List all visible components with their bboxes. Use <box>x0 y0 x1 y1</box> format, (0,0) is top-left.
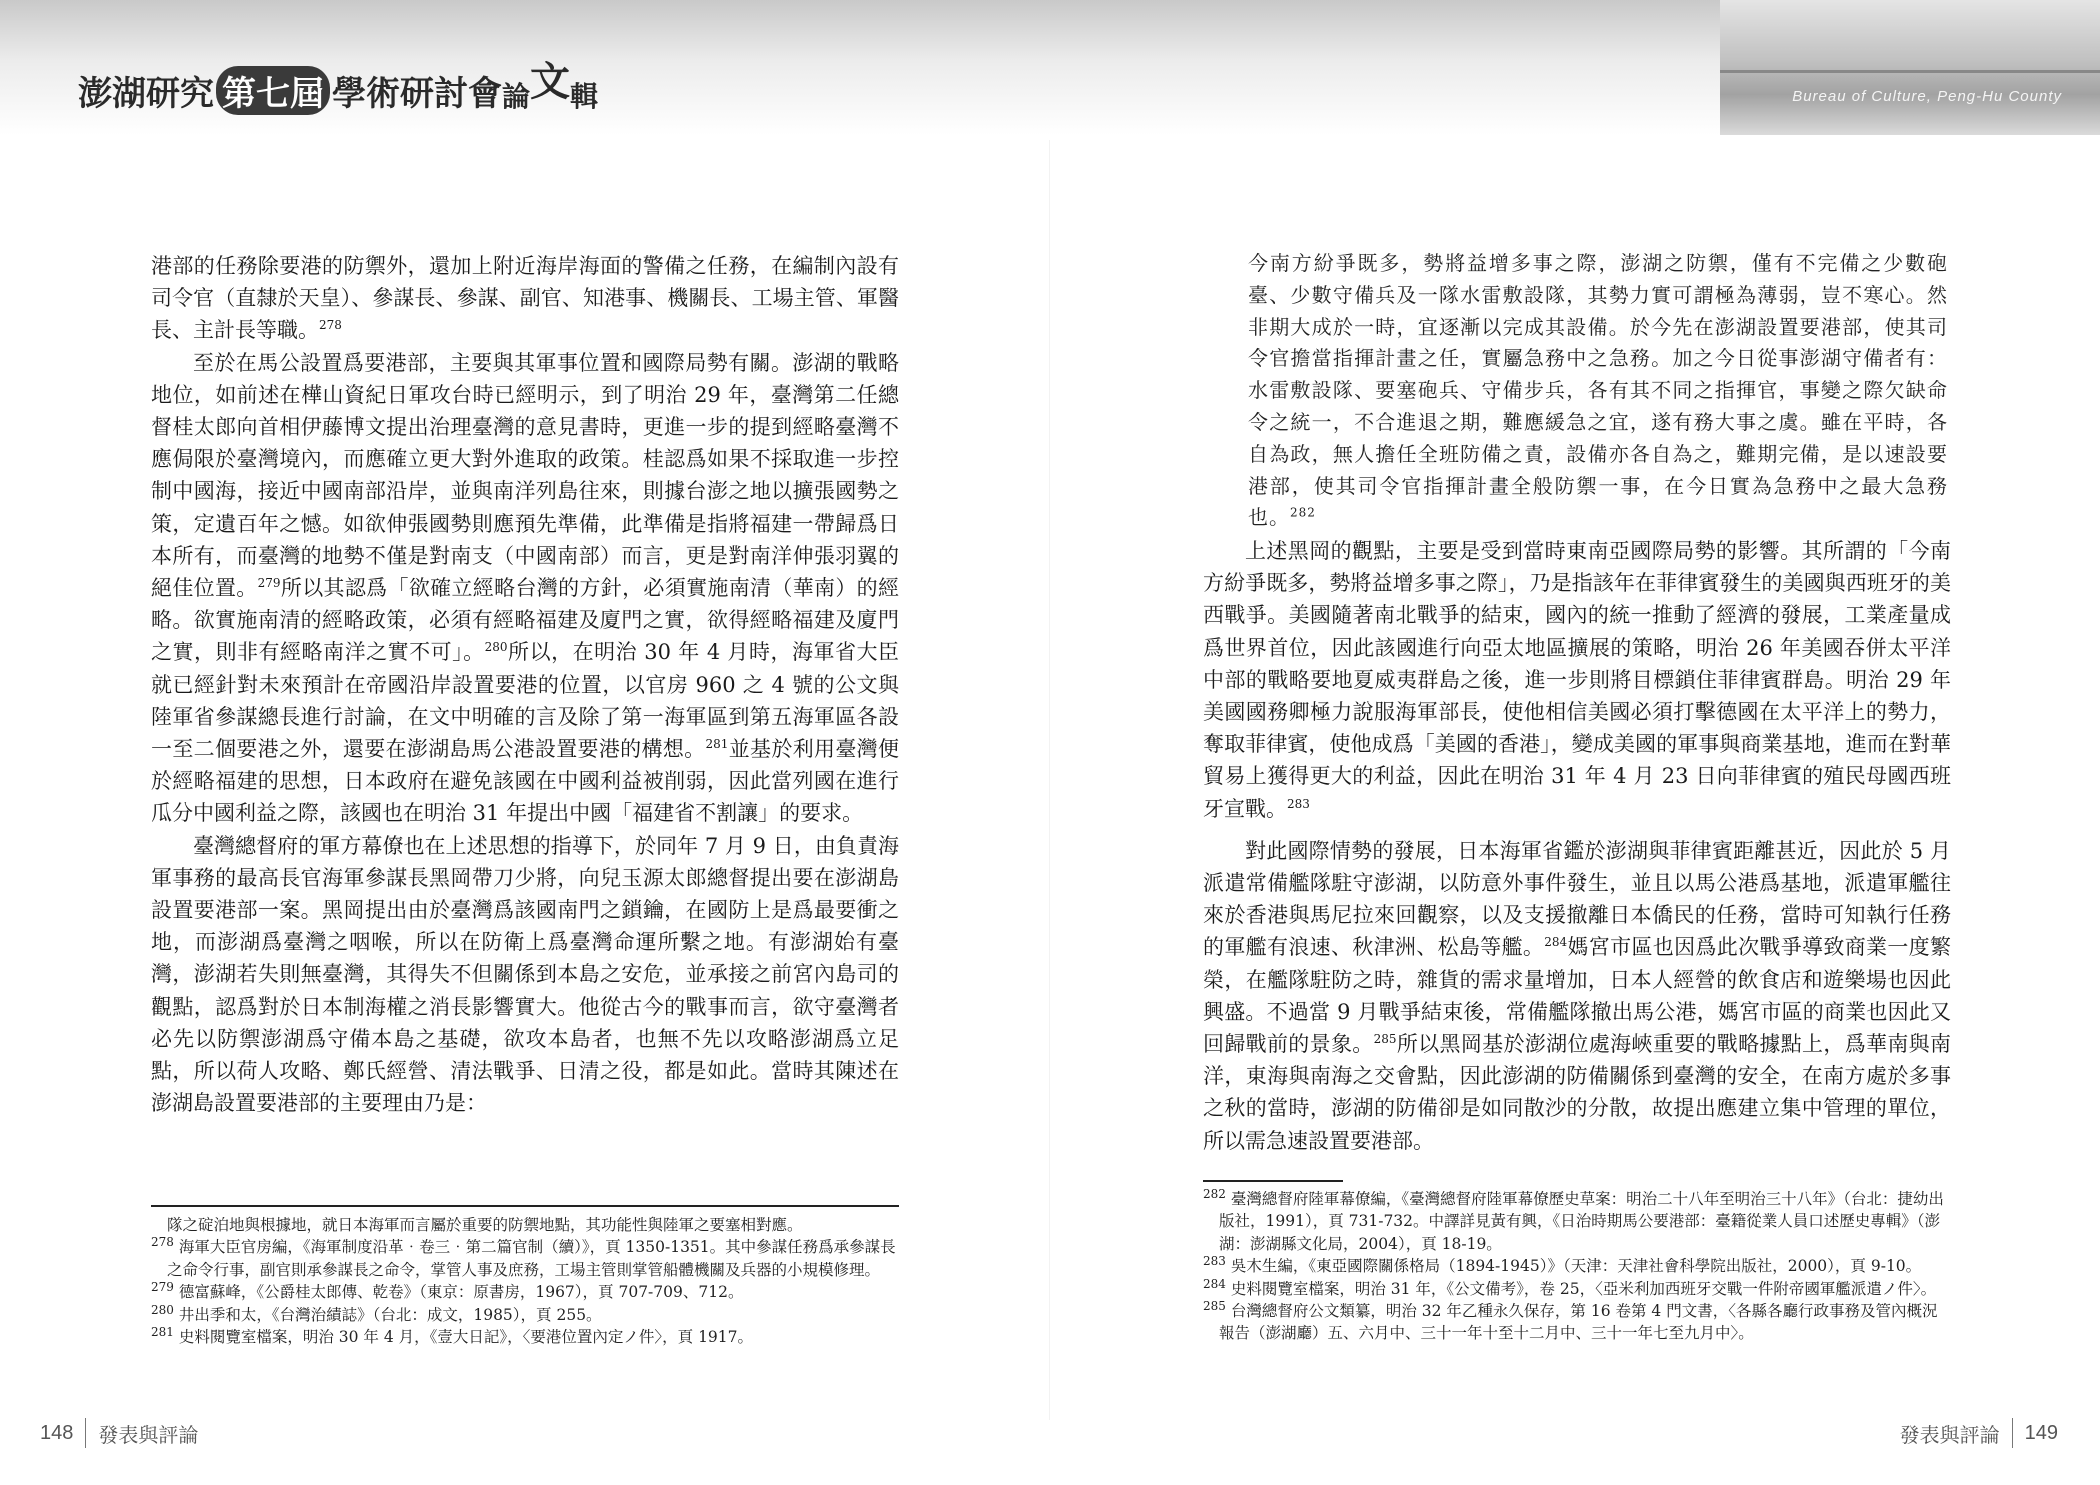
footnote-rule <box>151 1205 899 1207</box>
footnote-text: 井出季和太，《台灣治績誌》（台北：成文，1985），頁 255。 <box>178 1305 602 1324</box>
footnote <box>1203 1188 1951 1255</box>
paragraph-text: 媽宮市區也因爲此次戰爭導致商業一度繁榮，在艦隊駐防之時，雜貨的需求量增加，日本人經營的飲食店和遊樂場也因此興盛。不過當 9 月戰爭結束後，常備艦隊撤出馬公港，媽宮市區的商業也因此又回歸戰前的景象。 <box>1203 935 1952 1057</box>
quote-text: 今南方紛爭既多，勢將益增多事之際，澎湖之防禦，僅有不完備之少數砲臺、少數守備兵及一隊水雷敷設隊，其勢力實可謂極為薄弱，豈不寒心。然非期大成於一時，宜逐漸以完成其設備。於今先在澎湖設置要港部，使其司令官擔當指揮計畫之任，實屬急務中之急務。加之今日從事澎湖守備者有：水雷敷設隊、要塞砲兵、守備步兵，各有其不同之指揮官，事變之際欠缺命令之統一，不合進退之期，難應緩急之宜，遂有務大事之虞。雖在平時，各自為政，無人擔任全班防備之責，設備亦各自為之，難期完備，是以速設要港部，使其司令官指揮計畫全般防禦一事，在今日實為急務中之最大急務也。 <box>1248 251 1948 530</box>
footnote <box>151 1236 899 1281</box>
footnote-text: 台灣總督府公文類纂，明治 32 年乙種永久保存，第 16 卷第 4 門文書，〈各縣各廳行政事務及管內概況報告（澎湖廳）五、六月中、三十一年十至十二月中、三十一年七至九月中〉。 <box>1219 1302 1938 1343</box>
page-number: 149 <box>2024 1421 2058 1444</box>
paragraph-text: 臺灣總督府的軍方幕僚也在上述思想的指導下，於同年 7 月 9 日，由負責海軍事務的最高長官海軍參謀長黑岡帶刀少將，向兒玉源太郎總督提出要在澎湖島設置要港部一案。黑岡提出由於臺灣爲該國南門之鎖鑰，在國防上是爲最要衝之地，而澎湖爲臺灣之咽喉，所以在防衛上爲臺灣命運所繫之地。有澎湖始有臺灣，澎湖若失則無臺灣，其得失不但關係到本島之安危，並承接之前宮內島司的觀點，認爲對於日本制海權之消長影響實大。他從古今的戰事而言，欲守臺灣者必先以防禦澎湖爲守備本島之基礎，欲攻本島者，也無不先以攻略澎湖爲立足點，所以荷人攻略、鄭氏經營、清法戰爭、日清之役，都是如此。當時其陳述在澎湖島設置要港部的主要理由乃是： <box>151 833 899 1116</box>
right-footnotes <box>1203 1188 1951 1345</box>
paragraph <box>1203 835 1951 1157</box>
footnote <box>151 1281 899 1303</box>
title-part: 論 <box>502 80 531 113</box>
footnote-ref: 280 <box>484 640 508 655</box>
title-ordinal: 第七屆 <box>216 66 330 115</box>
section-name: 發表與評論 <box>1899 1424 2000 1447</box>
page-gutter <box>1049 140 1050 1420</box>
title-part: 學術研討會 <box>332 74 502 114</box>
left-footnotes <box>151 1214 899 1348</box>
page-header <box>0 0 2100 135</box>
header-photo <box>1720 0 2100 135</box>
journal-title <box>78 58 598 115</box>
footnote-text: 史料閱覽室檔案，明治 31 年，《公文備考》，卷 25，〈亞米利加西班牙交戰一件附帝國軍艦派遣ノ件〉。 <box>1230 1279 1937 1298</box>
footnote-number: 281 <box>151 1324 174 1339</box>
footnote-text: 海軍大臣官房編，《海軍制度沿革‧卷三‧第二篇官制（續）》，頁 1350-1351。其中參謀任務爲承參謀長之命令行事，副官則承參謀長之命令，掌管人事及庶務，工場主管則掌管船體機關及兵器的小規模修理。 <box>167 1238 896 1279</box>
footnote-number: 282 <box>1203 1186 1226 1201</box>
footnote-text: 臺灣總督府陸軍幕僚編，《臺灣總督府陸軍幕僚歷史草案：明治二十八年至明治三十八年》（台北：捷幼出版社，1991），頁 731-732。中譯詳見黃有興，《日治時期馬公要港部：臺籍從業人員口述歷史專輯》（澎湖：澎湖縣文化局，2004），頁 18-19。 <box>1219 1190 1944 1253</box>
paragraph <box>1203 535 1951 825</box>
footnote <box>1203 1300 1951 1345</box>
footer-separator <box>2012 1418 2013 1448</box>
paragraph-text: 所以，在明治 30 年 4 月時，海軍省大臣就已經針對未來預計在帝國沿岸設置要港的位置，以官房 960 之 4 號的公文與陸軍省參謀總長進行討論，在文中明確的言及除了第一海軍區到第五海軍區各設一至二個要港之外，還要在澎湖島馬公港設置要港的構想。 <box>151 640 899 762</box>
footnote-number: 280 <box>151 1302 174 1317</box>
footer-left <box>40 1418 198 1448</box>
title-part: 輯 <box>570 80 599 113</box>
title-part: 澎湖研究 <box>78 74 214 114</box>
right-page-body <box>1203 535 1951 1157</box>
footnote-ref: 279 <box>257 576 281 591</box>
footnote-rule <box>1203 1180 1343 1182</box>
paragraph-text: 並基於利用臺灣便於經略福建的思想，日本政府在避免該國在中國利益被削弱，因此當列國在進行瓜分中國利益之際，該國也在明治 31 年提出中國「福建省不割讓」的要求。 <box>151 737 900 826</box>
paragraph-text: 上述黑岡的觀點，主要是受到當時東南亞國際局勢的影響。其所謂的「今南方紛爭既多，勢將益增多事之際」，乃是指該年在菲律賓發生的美國與西班牙的美西戰爭。美國隨著南北戰爭的結束，國內的統一推動了經濟的發展，工業產量成爲世界首位，因此該國進行向亞太地區擴展的策略，明治 26 年美國吞併太平洋中部的戰略要地夏威夷群島之後，進一步則將目標鎖住菲律賓群島。明治 29 年美國國務卿極力說服海軍部長，使他相信美國必須打擊德國在太平洋上的勢力，奪取菲律賓，使他成爲「美國的香港」，變成美國的軍事與商業基地，進而在對華貿易上獲得更大的利益，因此在明治 31 年 4 月 23 日向菲律賓的殖民母國西班牙宣戰。 <box>1203 539 1951 821</box>
paragraph <box>151 347 899 830</box>
footnote-number: 278 <box>151 1235 174 1250</box>
footnote-text: 吳木生編，《東亞國際關係格局（1894-1945）》（天津：天津社會科學院出版社，2000），頁 9-10。 <box>1230 1257 1922 1276</box>
footnote-ref: 285 <box>1373 1032 1397 1047</box>
footnote-ref: 283 <box>1287 796 1310 811</box>
footnote <box>151 1304 899 1326</box>
footnote-text: 德富蘇峰，《公爵桂太郎傳、乾卷》（東京：原書房，1967），頁 707-709、712。 <box>178 1283 744 1302</box>
section-name: 發表與評論 <box>98 1424 199 1447</box>
footnote-number: 284 <box>1203 1276 1226 1291</box>
footnote-text: 隊之碇泊地與根據地，就日本海軍而言屬於重要的防禦地點，其功能性與陸軍之要塞相對應。 <box>167 1216 803 1234</box>
footnote <box>151 1326 899 1348</box>
footnote-number: 285 <box>1203 1298 1226 1313</box>
paragraph-text: 對此國際情勢的發展，日本海軍省鑑於澎湖與菲律賓距離甚近，因此於 5 月派遣常備艦隊駐守澎湖，以防意外事件發生，並且以馬公港爲基地，派遣軍艦往來於香港與馬尼拉來回觀察，以及支援撤離日本僑民的任務，當時可知執行任務的軍艦有浪速、秋津洲、松島等艦。 <box>1203 838 1951 960</box>
footnote <box>1203 1278 1951 1300</box>
footnote-ref: 282 <box>1290 505 1316 520</box>
footnote-number: 283 <box>1203 1254 1226 1269</box>
footer-right <box>1900 1418 2058 1448</box>
block-quote <box>1248 248 1948 534</box>
paragraph-text: 港部的任務除要港的防禦外，還加上附近海岸海面的警備之任務，在編制內設有司令官（直隸於天皇）、參謀長、參謀、副官、知港事、機關長、工場主管、軍醫長、主計長等職。 <box>151 254 899 343</box>
footnote <box>1203 1255 1951 1277</box>
title-part: 文 <box>530 59 571 105</box>
paragraph <box>151 830 899 1120</box>
footnote-ref: 281 <box>705 737 729 752</box>
left-page-body <box>151 250 899 1119</box>
footnote-ref: 284 <box>1544 935 1568 950</box>
footnote-ref: 278 <box>319 318 342 333</box>
paragraph-text: 所以其認爲「欲確立經略台灣的方針，必須實施南清（華南）的經略。欲實施南清的經略政策，必須有經略福建及廈門之實，欲得經略福建及廈門之實，則非有經略南洋之實不可」。 <box>151 576 900 665</box>
footnote-number: 279 <box>151 1280 174 1295</box>
footnote <box>151 1214 899 1236</box>
page-number: 148 <box>40 1421 74 1444</box>
paragraph-text: 所以黑岡基於澎湖位處海峽重要的戰略據點上，爲華南與南洋，東海與南海之交會點，因此澎湖的防備關係到臺灣的安全，在南方處於多事之秋的當時，澎湖的防備卻是如同散沙的分散，故提出應建立集中管理的單位，所以需急速設置要港部。 <box>1203 1032 1952 1153</box>
footer-separator <box>85 1418 86 1448</box>
paragraph-text: 至於在馬公設置爲要港部，主要與其軍事位置和國際局勢有關。澎湖的戰略地位，如前述在樺山資紀日軍攻台時已經明示，到了明治 29 年，臺灣第二任總督桂太郎向首相伊藤博文提出治理臺灣的意見書時，更進一步的提到經略臺灣不應侷限於臺灣境內，而應確立更大對外進取的政策。桂認爲如果不採取進一步控制中國海，接近中國南部沿岸，並與南洋列島往來，則據台澎之地以擴張國勢之策，定遺百年之憾。如欲伸張國勢則應預先準備，此準備是指將福建一帶歸爲日本所有，而臺灣的地勢不僅是對南支（中國南部）而言，更是對南洋伸張羽翼的絕佳位置。 <box>151 350 899 601</box>
paragraph <box>151 250 899 347</box>
footnote-text: 史料閱覽室檔案，明治 30 年 4 月，《壹大日記》，〈要港位置內定ノ件〉，頁 1917。 <box>178 1328 754 1347</box>
header-english: Bureau of Culture, Peng-Hu County <box>1792 88 2062 105</box>
